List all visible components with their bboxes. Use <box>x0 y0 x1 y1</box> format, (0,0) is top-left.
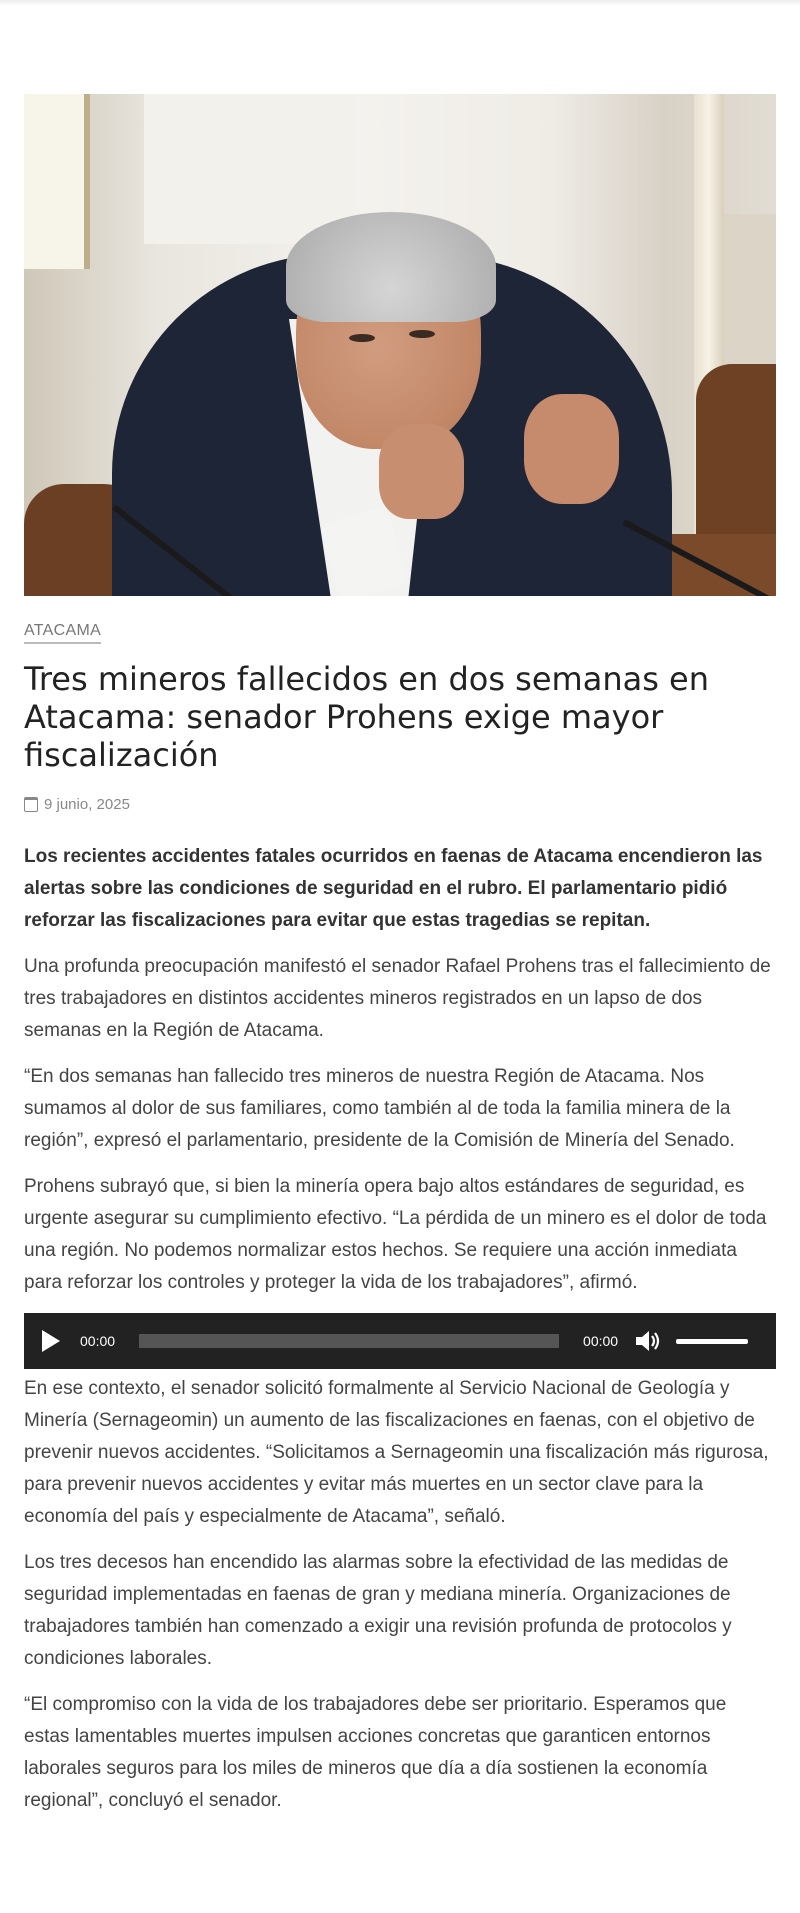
post-date[interactable]: 9 junio, 2025 <box>44 796 130 813</box>
article-content <box>24 841 776 1817</box>
paragraph: “En dos semanas han fallecido tres mineros de nuestra Región de Atacama. Nos sumamos al dolor de sus familiares, como también al de toda la familia minera de la región”, expresó el parlamentario, presidente de la Comisión de Minería del Senado. <box>24 1066 735 1151</box>
volume-icon[interactable] <box>634 1329 662 1353</box>
paragraph: Prohens subrayó que, si bien la minería opera bajo altos estándares de seguridad, es urgente asegurar su cumplimiento efectivo. “La pérdida de un minero es el dolor de toda una región. No podemos normalizar estos hechos. Se requiere una acción inmediata para reforzar los controles y proteger la vida de los trabajadores”, afirmó. <box>24 1176 767 1293</box>
audio-duration: 00:00 <box>583 1333 619 1349</box>
top-shadow <box>0 0 800 6</box>
post-meta <box>24 796 776 813</box>
audio-player <box>24 1313 776 1369</box>
article-lead: Los recientes accidentes fatales ocurridos en faenas de Atacama encendieron las alertas sobre las condiciones de seguridad en el rubro. El parlamentario pidió reforzar las fiscalizaciones para evitar que estas tragedias se repitan. <box>24 846 763 931</box>
paragraph: En ese contexto, el senador solicitó formalmente al Servicio Nacional de Geología y Minería (Sernageomin) un aumento de las fiscalizaciones en faenas, con el objetivo de prevenir nuevos accidentes. “Solicitamos a Sernageomin una fiscalización más rigurosa, para prevenir nuevos accidentes y evitar más muertes en un sector clave para la economía del país y especialmente de Atacama”, señaló. <box>24 1378 769 1527</box>
play-icon[interactable] <box>42 1330 60 1352</box>
article-title: Tres mineros fallecidos en dos semanas en Atacama: senador Prohens exige mayor fiscalización <box>24 660 710 774</box>
paragraph: “El compromiso con la vida de los trabajadores debe ser prioritario. Esperamos que estas lamentables muertes impulsen acciones concretas que garanticen entornos laborales seguros para los miles de mineros que día a día sostienen la economía regional”, concluyó el senador. <box>24 1694 727 1811</box>
article <box>24 94 776 1831</box>
audio-progress-rail[interactable] <box>139 1334 559 1348</box>
featured-image <box>24 94 776 596</box>
category-link[interactable]: ATACAMA <box>24 622 101 644</box>
volume-slider[interactable] <box>676 1339 748 1344</box>
paragraph: Los tres decesos han encendido las alarmas sobre la efectividad de las medidas de seguridad implementadas en faenas de gran y mediana minería. Organizaciones de trabajadores también han comenzado a exigir una revisión profunda de protocolos y condiciones laborales. <box>24 1552 732 1669</box>
audio-current-time: 00:00 <box>80 1333 116 1349</box>
paragraph: Una profunda preocupación manifestó el senador Rafael Prohens tras el fallecimiento de tres trabajadores en distintos accidentes mineros registrados en un lapso de dos semanas en la Región de Atacama. <box>24 956 771 1041</box>
calendar-icon <box>24 797 38 812</box>
